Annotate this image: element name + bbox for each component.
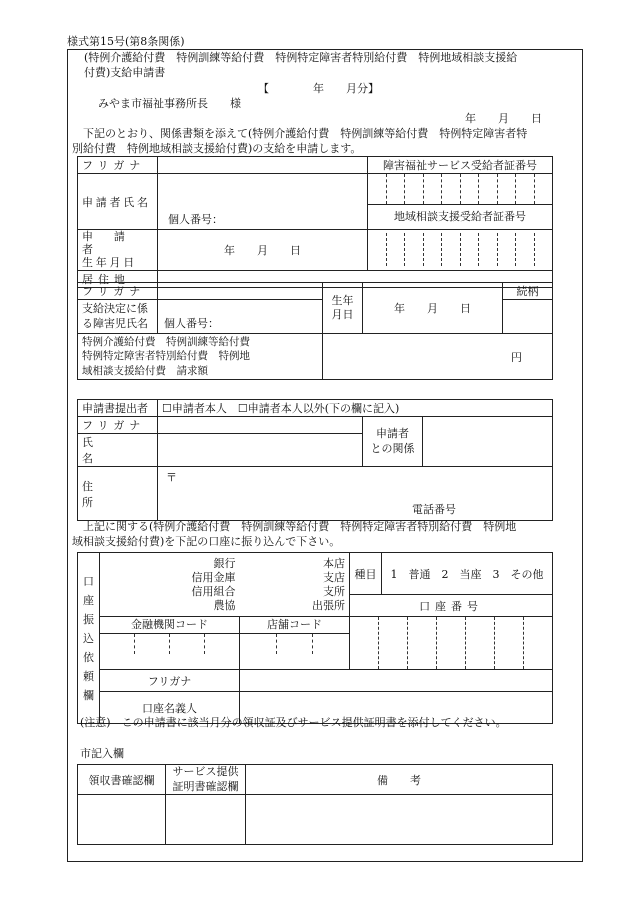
child-furigana-field[interactable] bbox=[158, 283, 323, 300]
child-birth-value[interactable]: 年 月 日 bbox=[363, 283, 503, 334]
city-table bbox=[77, 764, 553, 845]
bank-type-options[interactable]: 銀行 信用金庫 信用組合 農協 bbox=[100, 553, 240, 617]
applicant-name-label: 申請者氏名 bbox=[78, 174, 158, 230]
submitter-address-field[interactable] bbox=[158, 467, 553, 521]
bank-code-digits[interactable] bbox=[100, 634, 239, 654]
account-number-label: 口座番号 bbox=[350, 595, 553, 617]
bank-code-block bbox=[100, 617, 240, 670]
welfare-cert-block bbox=[368, 174, 553, 230]
branch-type-options[interactable]: 本店 支店 支所 出張所 bbox=[240, 553, 350, 617]
service-check-label: サービス提供 証明書確認欄 bbox=[166, 765, 246, 795]
service-check-field[interactable] bbox=[166, 795, 246, 845]
applicant-furigana-field[interactable] bbox=[158, 157, 368, 174]
receipt-check-field[interactable] bbox=[78, 795, 166, 845]
form-number: 様式第15号(第8条関係) bbox=[67, 35, 185, 48]
holder-label: 口座名義人 bbox=[100, 692, 240, 724]
applicant-furigana-label: フリガナ bbox=[78, 157, 158, 174]
address-label: 居住地 bbox=[78, 270, 158, 287]
account-kind-options[interactable]: 1 普通 2 当座 3 その他 bbox=[382, 553, 553, 595]
holder-furigana-field[interactable] bbox=[240, 670, 553, 692]
claim-label: 特例介護給付費 特例訓練等給付費 特例特定障害者特別給付費 特例地 域相談支援給付費 請求額 bbox=[78, 334, 323, 380]
transfer-line1: 上記に関する(特例介護給付費 特例訓練等給付費 特例特定障害者特別給付費 特例地 bbox=[72, 520, 517, 533]
receipt-check-label: 領収書確認欄 bbox=[78, 765, 166, 795]
period-label: 【 年 月分】 bbox=[258, 82, 379, 95]
form-title-line1: (特例介護給付費 特例訓練等給付費 特例特定障害者特別給付費 特例地域相談支援給 bbox=[84, 51, 518, 64]
submitter-table bbox=[77, 399, 553, 521]
intro-line2: 別給付費 特例地域相談支援給付費)の支給を申請します。 bbox=[72, 142, 362, 155]
account-number-digits-cell bbox=[350, 617, 553, 670]
submitter-label: 申請書提出者 bbox=[78, 400, 158, 417]
regional-cert-label: 地域相談支援受給者証番号 bbox=[394, 210, 526, 223]
submitter-relation-field[interactable] bbox=[423, 417, 553, 467]
account-number-digits[interactable] bbox=[350, 617, 552, 669]
submitter-address-label: 住所 bbox=[78, 467, 158, 521]
submitter-options[interactable]: ☐申請者本人 ☐申請者本人以外(下の欄に記入) bbox=[158, 400, 553, 417]
bank-side-label: 口 座 振 込 依 頼 欄 bbox=[78, 553, 100, 724]
branch-code-digits[interactable] bbox=[240, 634, 349, 654]
applicant-name-field[interactable] bbox=[158, 174, 368, 230]
submitter-furigana-field[interactable] bbox=[158, 417, 363, 434]
postal-mark: 〒 bbox=[166, 471, 177, 484]
submitter-name-label: 氏名 bbox=[78, 434, 158, 467]
child-furigana-label: フリガナ bbox=[78, 283, 158, 300]
account-kind-label: 種目 bbox=[350, 553, 382, 595]
child-table bbox=[77, 282, 553, 380]
remarks-field[interactable] bbox=[246, 795, 553, 845]
bank-table bbox=[77, 552, 553, 724]
claim-amount-field[interactable] bbox=[323, 334, 553, 380]
bank-code-label: 金融機関コード bbox=[100, 617, 239, 634]
branch-code-block bbox=[240, 617, 350, 670]
submitter-furigana-label: フリガナ bbox=[78, 417, 158, 434]
applicant-table bbox=[77, 156, 553, 288]
child-relation-field[interactable] bbox=[503, 300, 553, 334]
child-relation-label: 続柄 bbox=[503, 283, 553, 300]
child-mynumber-label: 個人番号： bbox=[164, 317, 219, 330]
remarks-label: 備 考 bbox=[246, 765, 553, 795]
phone-label: 電話番号 bbox=[412, 503, 456, 516]
application-date: 年 月 日 bbox=[465, 112, 542, 125]
child-name-label: 支給決定に係 る障害児氏名 bbox=[78, 300, 158, 334]
transfer-line2: 域相談支援給付費)を下記の口座に振り込んで下さい。 bbox=[72, 535, 341, 548]
regional-cert-block bbox=[368, 230, 553, 271]
claim-unit: 円 bbox=[511, 350, 522, 364]
child-name-field[interactable] bbox=[158, 300, 323, 334]
applicant-birth-label: 申 請 者 生年月日 bbox=[78, 230, 158, 271]
submitter-relation-label: 申請者 との関係 bbox=[363, 417, 423, 467]
child-birth-label: 生年 月日 bbox=[323, 283, 363, 334]
addressee: みやま市福祉事務所長 様 bbox=[98, 97, 241, 110]
intro-line1: 下記のとおり、関係書類を添えて(特例介護給付費 特例訓練等給付費 特例特定障害者特 bbox=[72, 127, 528, 140]
branch-code-label: 店舗コード bbox=[240, 617, 349, 634]
submitter-name-field[interactable] bbox=[158, 434, 363, 467]
applicant-mynumber-label: 個人番号： bbox=[168, 213, 223, 226]
form-title-line2: 付費)支給申請書 bbox=[84, 66, 166, 79]
note: (注意) この申請書に該当月分の領収証及びサービス提供証明書を添付してください。 bbox=[80, 716, 507, 729]
holder-furigana-label: フリガナ bbox=[100, 670, 240, 692]
applicant-birth-value[interactable]: 年 月 日 bbox=[158, 230, 368, 271]
city-section-title: 市記入欄 bbox=[80, 747, 124, 760]
welfare-cert-digits[interactable] bbox=[368, 174, 552, 205]
regional-cert-digits[interactable] bbox=[368, 233, 552, 266]
welfare-cert-label: 障害福祉サービス受給者証番号 bbox=[368, 157, 553, 174]
